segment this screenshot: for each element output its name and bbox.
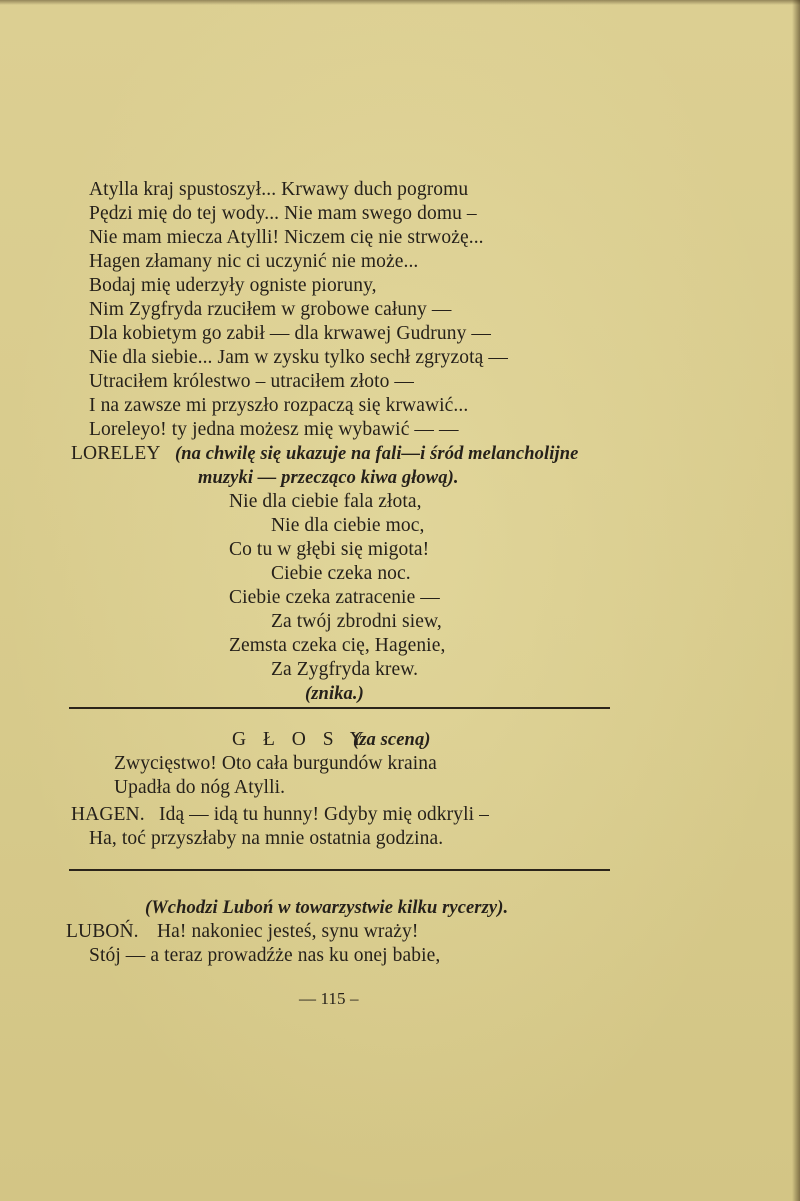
song-line: Zemsta czeka cię, Hagenie, xyxy=(229,635,446,656)
song-line: Ciebie czeka noc. xyxy=(271,563,411,584)
verse-line: Pędzi mię do tej wody... Nie mam swego domu – xyxy=(89,203,477,224)
verse-line: Stój — a teraz prowadźże nas ku onej babie, xyxy=(89,945,441,966)
speaker-name: G Ł O S Y xyxy=(232,729,370,750)
song-line: Ciebie czeka zatracenie — xyxy=(229,587,440,608)
verse-line: Zwycięstwo! Oto cała burgundów kraina xyxy=(114,753,437,774)
verse-line: Nie mam miecza Atylli! Niczem cię nie strwożę... xyxy=(89,227,484,248)
verse-line: I na zawsze mi przyszło rozpaczą się krwawić... xyxy=(89,395,469,416)
section-divider xyxy=(69,869,610,871)
stage-direction: muzyki — przecząco kiwa głową). xyxy=(198,468,459,488)
song-line: Nie dla ciebie moc, xyxy=(271,515,425,536)
stage-direction-entrance: (Wchodzi Luboń w towarzystwie kilku rycerzy). xyxy=(145,898,509,918)
song-line: Nie dla ciebie fala złota, xyxy=(229,491,422,512)
speaker-name: LUBOŃ. xyxy=(66,921,139,942)
verse-line: Ha, toć przyszłaby na mnie ostatnia godzina. xyxy=(89,828,444,849)
section-divider xyxy=(69,707,610,709)
verse-line: Bodaj mię uderzyły ogniste pioruny, xyxy=(89,275,377,296)
speaker-name: LORELEY xyxy=(71,443,161,464)
stage-direction-exit: (znika.) xyxy=(305,684,364,704)
verse-line: Nim Zygfryda rzuciłem w grobowe całuny — xyxy=(89,299,452,320)
speaker-name: HAGEN. xyxy=(71,804,145,825)
song-line: Za twój zbrodni siew, xyxy=(271,611,442,632)
verse-line: Loreleyo! ty jedna możesz mię wybawić — — xyxy=(89,419,459,440)
page-number: — 115 – xyxy=(299,989,359,1008)
verse-line: Atylla kraj spustoszył... Krwawy duch pogromu xyxy=(89,179,469,200)
stage-direction: (za sceną) xyxy=(353,730,431,750)
page-edge-top xyxy=(0,0,800,5)
verse-line: Idą — idą tu hunny! Gdyby mię odkryli – xyxy=(159,804,489,825)
verse-line: Dla kobietym go zabił — dla krwawej Gudruny — xyxy=(89,323,491,344)
verse-line: Hagen złamany nic ci uczynić nie może... xyxy=(89,251,419,272)
song-line: Za Zygfryda krew. xyxy=(271,659,419,680)
verse-line: Utraciłem królestwo – utraciłem złoto — xyxy=(89,371,415,392)
page-edge-right xyxy=(792,0,800,1201)
verse-line: Nie dla siebie... Jam w zysku tylko sechł zgryzotą — xyxy=(89,347,508,368)
song-line: Co tu w głębi się migota! xyxy=(229,539,430,560)
verse-line: Upadła do nóg Atylli. xyxy=(114,777,286,798)
verse-line: Ha! nakoniec jesteś, synu wraży! xyxy=(157,921,419,942)
stage-direction: (na chwilę się ukazuje na fali—i śród melancholijne xyxy=(175,444,579,464)
